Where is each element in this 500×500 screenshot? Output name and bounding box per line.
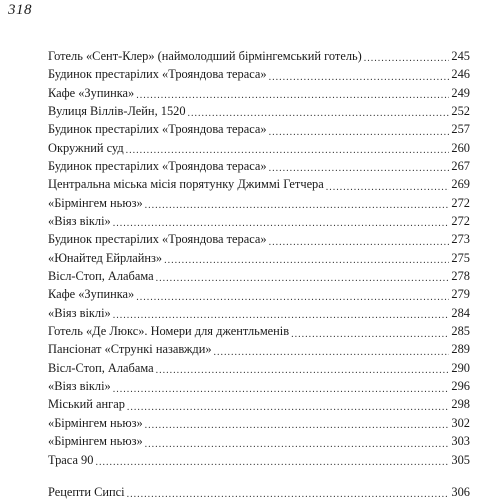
toc-leader-dots (126, 142, 450, 154)
toc-entry-page: 267 (451, 159, 470, 173)
toc-entry-page: 245 (451, 48, 470, 63)
toc-entry-page: 249 (451, 85, 470, 100)
toc-entry-page: 306 (451, 484, 470, 499)
toc-leader-dots (269, 234, 450, 246)
toc-entry (48, 374, 470, 392)
toc-entry (48, 99, 470, 117)
toc-entry-title: «Віяз віклі» (48, 305, 111, 320)
toc-leader-dots (136, 87, 449, 99)
toc-leader-dots (95, 454, 449, 466)
toc-entry-page: 285 (451, 324, 470, 339)
toc-entry-title: Готель «Сент-Клер» (наймолодший бірмінгемський готель) (48, 48, 362, 63)
toc-entry-title: «Бірмінгем ньюз» (48, 415, 143, 430)
toc-entry-title: Віcл-Стоп, Алабама (48, 360, 154, 375)
toc-entry-title: «Віяз віклі» (48, 214, 111, 229)
table-of-contents (48, 44, 470, 498)
toc-entry-title: Міський ангар (48, 397, 125, 412)
toc-entry-title: Вулиця Віллів-Лейн, 1520 (48, 103, 186, 118)
toc-entry-page: 298 (451, 397, 470, 412)
toc-entry-page: 272 (451, 214, 470, 229)
toc-entry-title: Будинок престарілих «Трояндова тераса» (48, 159, 267, 173)
toc-entry-page: 279 (451, 287, 470, 302)
toc-entry-title: Центральна міська місія порятунку Джиммі Гетчера (48, 177, 324, 192)
toc-entry (48, 319, 470, 337)
toc-entry (48, 282, 470, 300)
toc-entry (48, 62, 470, 80)
toc-entry-title: «Юнайтед Ейрлайнз» (48, 250, 163, 265)
toc-entry (48, 172, 470, 190)
toc-entry (48, 264, 470, 282)
toc-entry-title: Кафе «Зупинка» (48, 85, 135, 100)
toc-entry-page: 302 (451, 415, 470, 430)
toc-entry (48, 44, 470, 62)
toc-leader-dots (145, 417, 450, 429)
toc-entry (48, 209, 470, 227)
toc-entry (48, 81, 470, 99)
toc-leader-dots (113, 215, 450, 227)
toc-entry-page: 246 (451, 67, 470, 82)
toc-entry-title: Окружний суд (48, 140, 124, 155)
toc-leader-dots (156, 270, 450, 282)
page-number: 318 (8, 2, 32, 18)
toc-entry (48, 429, 470, 447)
toc-entry-page: 275 (451, 250, 470, 265)
toc-leader-dots (136, 289, 449, 301)
toc-entry-page: 303 (451, 434, 470, 449)
toc-entry-title: Кафе «Зупинка» (48, 287, 135, 302)
toc-leader-dots (214, 344, 450, 356)
toc-entry-title: Траса 90 (48, 452, 94, 467)
toc-leader-dots (269, 124, 450, 136)
toc-leader-dots (291, 326, 449, 338)
toc-entry (48, 227, 470, 245)
toc-entry (48, 301, 470, 319)
toc-entry (48, 117, 470, 135)
toc-leader-dots (145, 436, 450, 448)
toc-leader-dots (364, 50, 450, 62)
toc-entry (48, 246, 470, 264)
toc-entry (48, 338, 470, 356)
toc-entry-page: 290 (451, 360, 470, 375)
toc-entry (48, 448, 470, 466)
toc-entry (48, 154, 470, 172)
toc-entry-title: Готель «Де Люкс». Номери для джентльменів (48, 324, 290, 339)
toc-leader-dots (269, 69, 450, 81)
toc-entry-title: Будинок престарілих «Трояндова тераса» (48, 232, 267, 247)
toc-section-gap (48, 466, 470, 480)
toc-entry-title: «Бірмінгем ньюз» (48, 195, 143, 210)
toc-leader-dots (188, 105, 450, 117)
toc-entry-title: Будинок престарілих «Трояндова тераса» (48, 67, 267, 82)
toc-leader-dots (164, 252, 449, 264)
toc-entry (48, 136, 470, 154)
toc-leader-dots (127, 486, 450, 498)
toc-leader-dots (113, 381, 450, 393)
toc-entry (48, 411, 470, 429)
toc-leader-dots (113, 307, 450, 319)
toc-entry-page: 278 (451, 269, 470, 284)
toc-entry-page: 252 (451, 103, 470, 118)
toc-leader-dots (269, 160, 450, 172)
toc-entry-title: Пансіонат «Стрункі назавжди» (48, 342, 212, 357)
toc-leader-dots (127, 399, 450, 411)
toc-entry-page: 273 (451, 232, 470, 247)
toc-appendix-entry (48, 480, 470, 498)
toc-entry-title: Віcл-Стоп, Алабама (48, 269, 154, 284)
toc-entry-page: 296 (451, 379, 470, 394)
toc-entry (48, 191, 470, 209)
toc-entry-page: 284 (451, 305, 470, 320)
toc-entry-page: 269 (451, 177, 470, 192)
toc-entry-page: 260 (451, 140, 470, 155)
toc-entry (48, 356, 470, 374)
toc-entry-title: Будинок престарілих «Трояндова тераса» (48, 122, 267, 137)
toc-entry-title: Рецепти Сипсі (48, 484, 125, 499)
toc-entry-page: 272 (451, 195, 470, 210)
toc-leader-dots (326, 179, 450, 191)
toc-entry (48, 393, 470, 411)
toc-entry-title: «Віяз віклі» (48, 379, 111, 394)
toc-leader-dots (156, 362, 450, 374)
toc-entry-page: 257 (451, 122, 470, 137)
toc-leader-dots (145, 197, 450, 209)
toc-entry-page: 305 (451, 452, 470, 467)
toc-entry-page: 289 (451, 342, 470, 357)
toc-entry-title: «Бірмінгем ньюз» (48, 434, 143, 449)
